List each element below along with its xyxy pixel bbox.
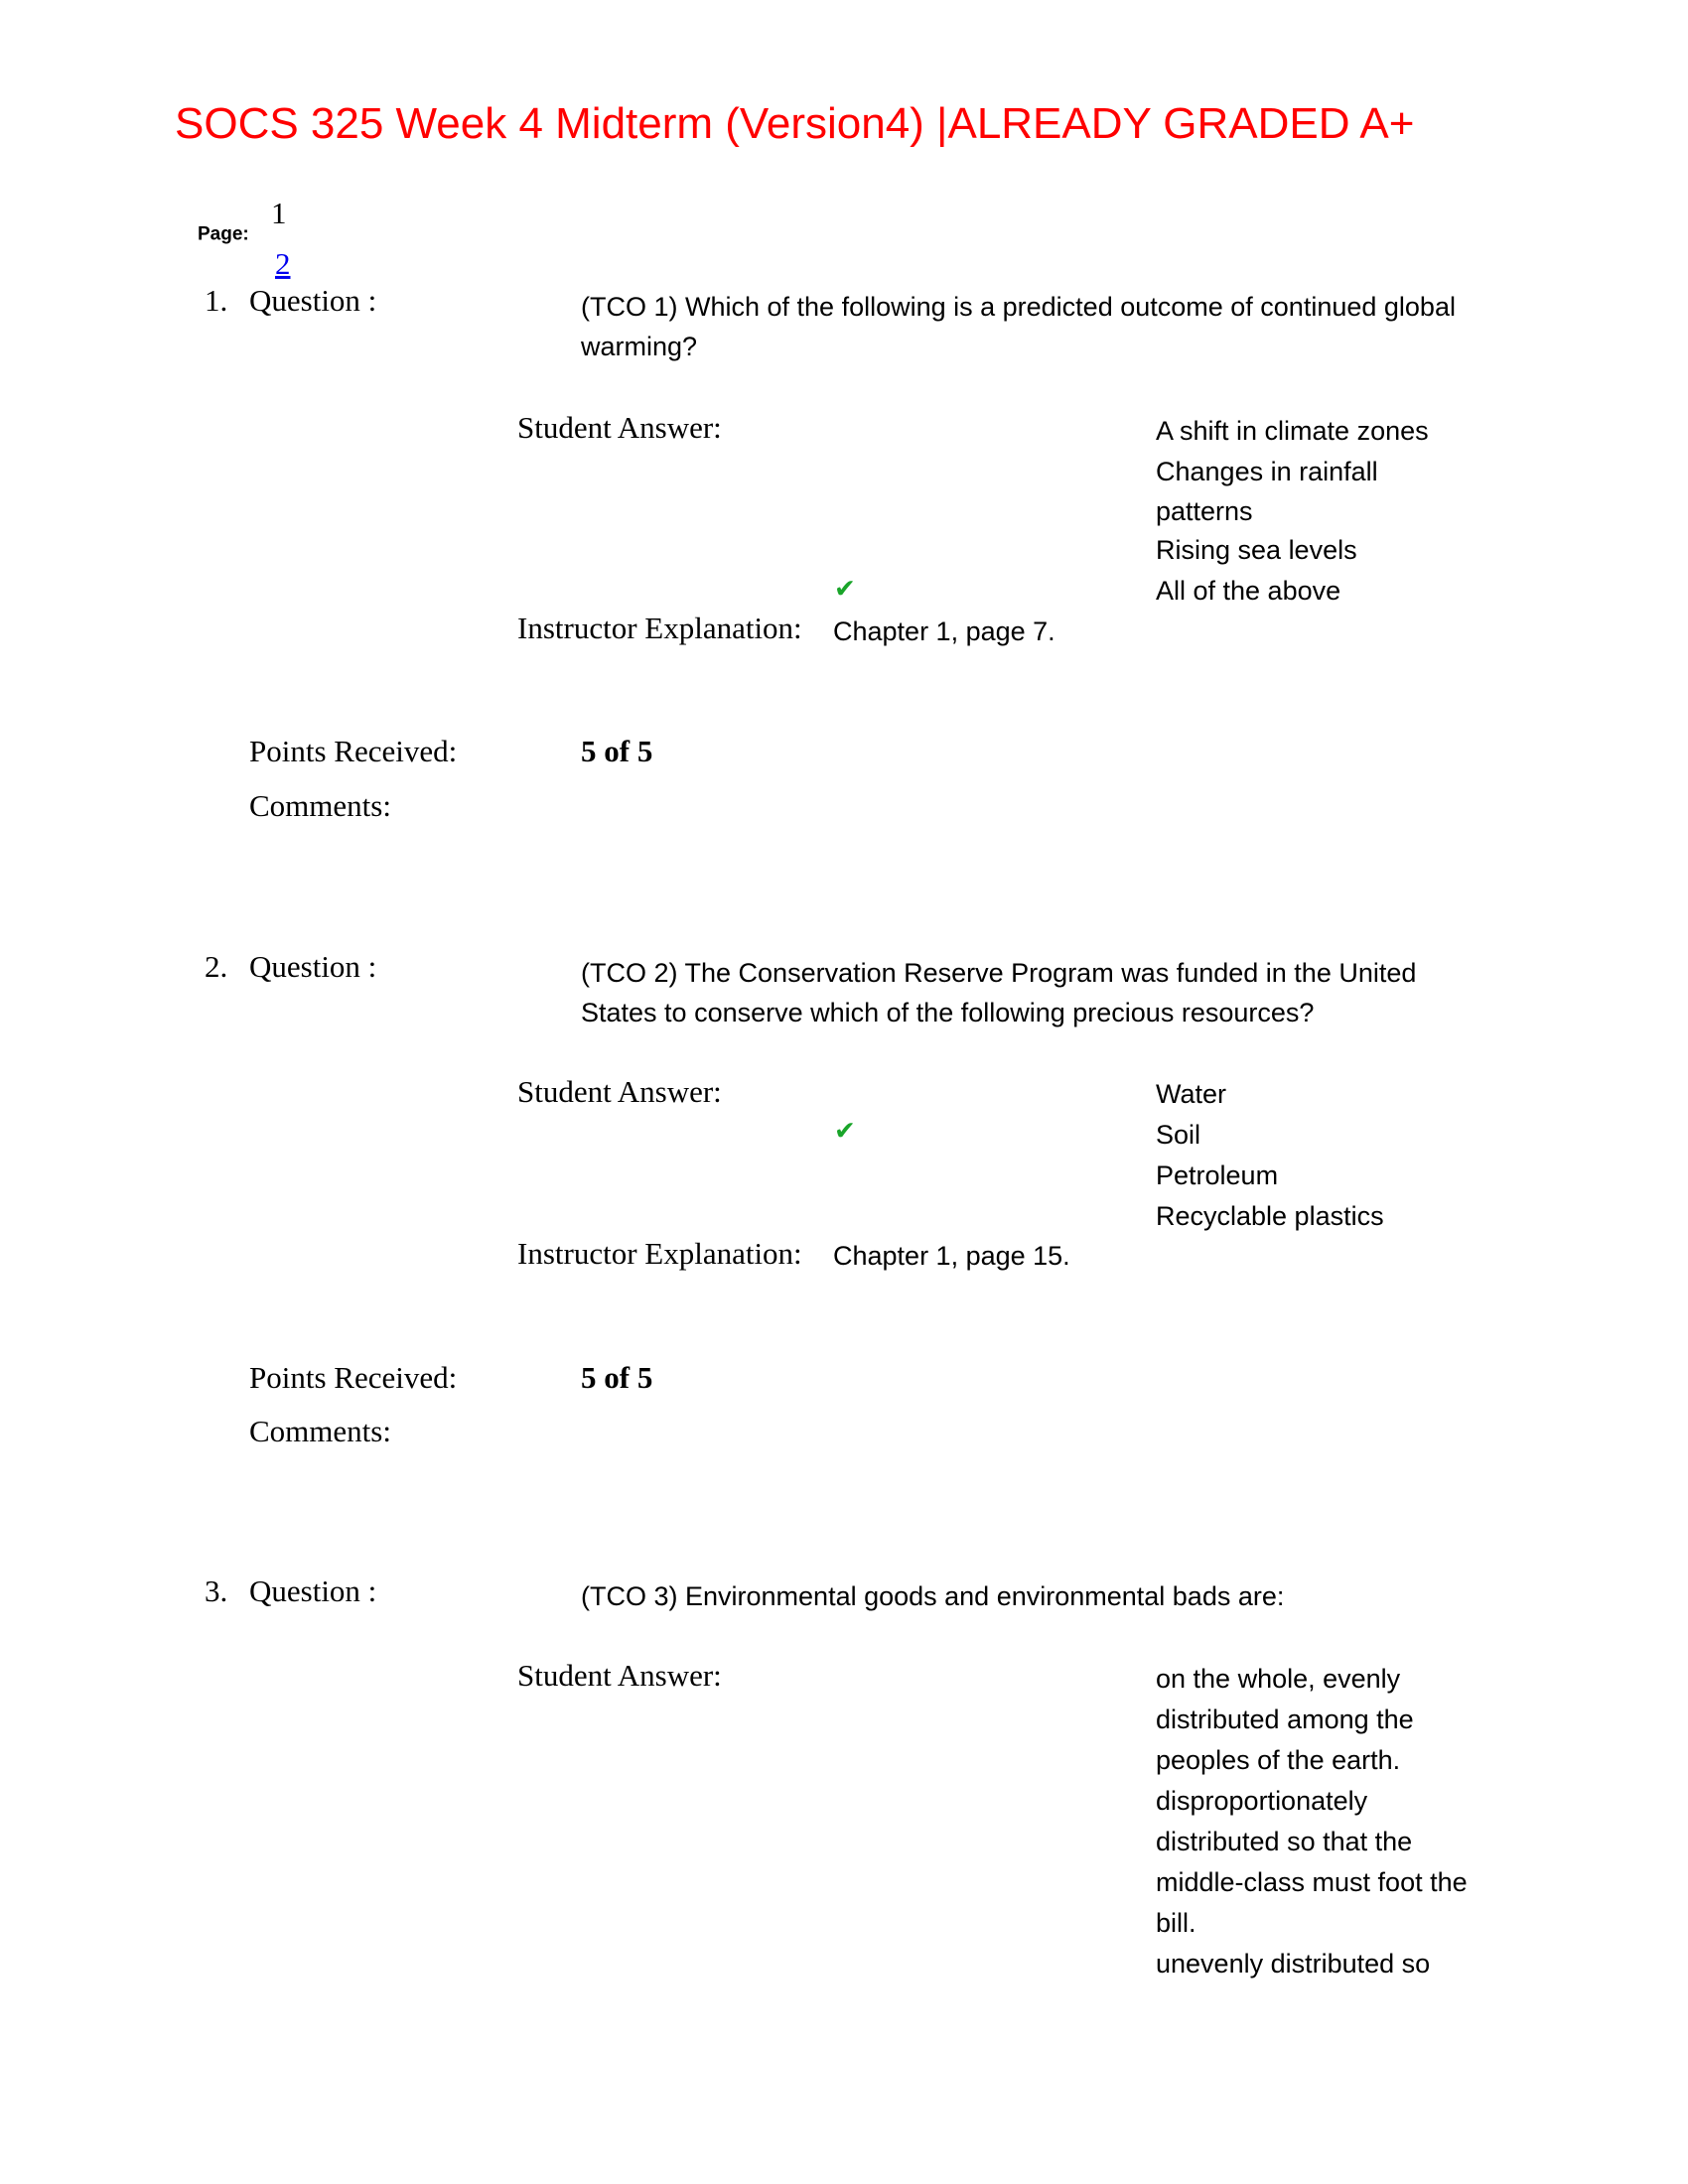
answer-option: distributed among the <box>1156 1705 1414 1735</box>
instructor-explanation-label: Instructor Explanation: <box>517 1235 802 1271</box>
answer-option: disproportionately <box>1156 1786 1368 1817</box>
answer-option: Rising sea levels <box>1156 535 1357 566</box>
answer-option: distributed so that the <box>1156 1827 1413 1857</box>
instructor-explanation: Chapter 1, page 15. <box>833 1241 1070 1272</box>
question-text: (TCO 3) Environmental goods and environmental bads are: <box>581 1581 1285 1612</box>
answer-option: bill. <box>1156 1908 1196 1939</box>
answer-option: Petroleum <box>1156 1160 1279 1191</box>
comments-label: Comments: <box>249 1413 391 1448</box>
answer-option: All of the above <box>1156 576 1341 607</box>
question-number: 1. <box>205 282 228 318</box>
answer-option: peoples of the earth. <box>1156 1745 1401 1776</box>
question-text: States to conserve which of the following precious resources? <box>581 998 1315 1028</box>
question-number: 2. <box>205 948 228 984</box>
student-answer-label: Student Answer: <box>517 1073 722 1109</box>
answer-option: middle-class must foot the <box>1156 1867 1468 1898</box>
current-page: 1 <box>271 195 287 230</box>
points-received-label: Points Received: <box>249 733 458 768</box>
comments-label: Comments: <box>249 787 391 823</box>
points-received-value: 5 of 5 <box>581 733 653 768</box>
instructor-explanation: Chapter 1, page 7. <box>833 616 1055 647</box>
answer-option: A shift in climate zones <box>1156 416 1429 447</box>
answer-option: Recyclable plastics <box>1156 1201 1384 1232</box>
question-text: warming? <box>581 332 698 362</box>
answer-option: patterns <box>1156 496 1253 527</box>
question-text: (TCO 1) Which of the following is a predicted outcome of continued global <box>581 292 1456 323</box>
answer-option: unevenly distributed so <box>1156 1949 1431 1979</box>
answer-option: Soil <box>1156 1120 1201 1151</box>
checkmark-icon: ✔ <box>834 574 856 605</box>
student-answer-label: Student Answer: <box>517 409 722 445</box>
points-received-label: Points Received: <box>249 1359 458 1395</box>
student-answer-label: Student Answer: <box>517 1657 722 1693</box>
question-number: 3. <box>205 1572 228 1608</box>
question-label: Question : <box>249 1572 377 1608</box>
question-text: (TCO 2) The Conservation Reserve Program was funded in the United <box>581 958 1417 989</box>
points-received-value: 5 of 5 <box>581 1359 653 1395</box>
document-title: SOCS 325 Week 4 Midterm (Version4) |ALREADY GRADED A+ <box>175 98 1415 148</box>
answer-option: Changes in rainfall <box>1156 457 1378 487</box>
question-label: Question : <box>249 282 377 318</box>
answer-option: on the whole, evenly <box>1156 1664 1401 1695</box>
question-label: Question : <box>249 948 377 984</box>
answer-option: Water <box>1156 1079 1227 1110</box>
instructor-explanation-label: Instructor Explanation: <box>517 610 802 645</box>
checkmark-icon: ✔ <box>834 1116 856 1147</box>
page-label: Page: <box>198 223 249 245</box>
page-2-link[interactable]: 2 <box>275 245 291 281</box>
